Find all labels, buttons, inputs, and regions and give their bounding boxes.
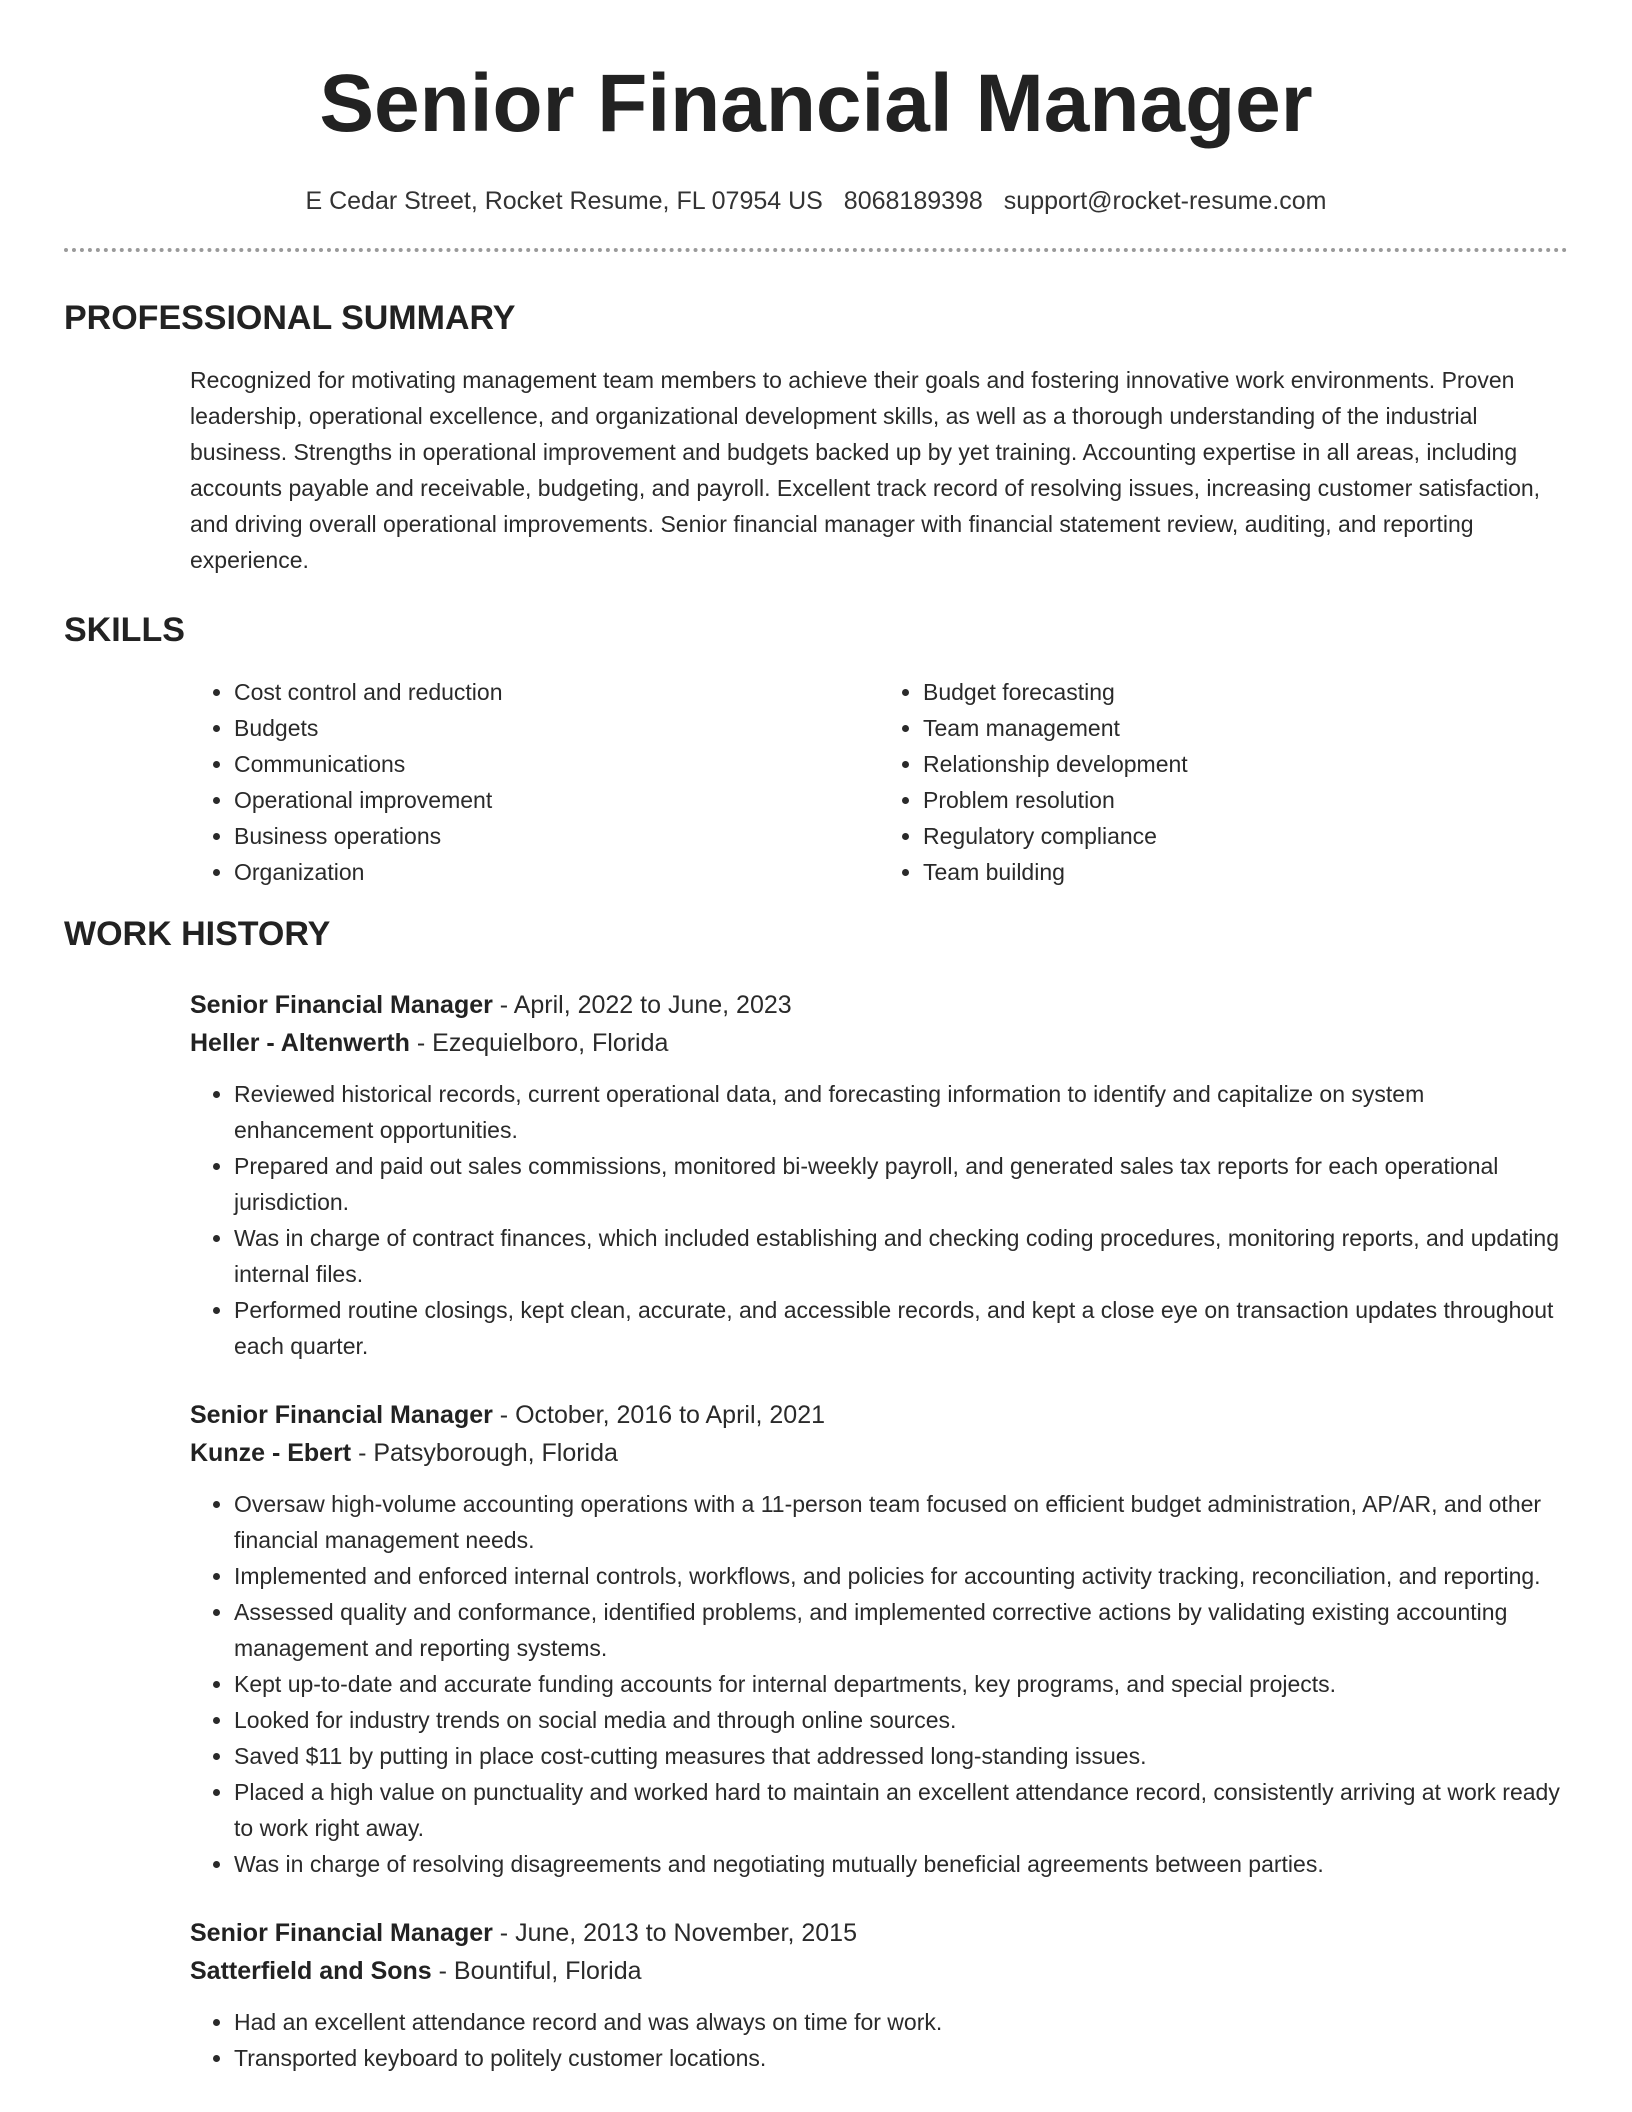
- skill-item: • Cost control and reduction: [234, 674, 879, 710]
- job-bullet: • Placed a high value on punctuality and worked hard to maintain an excellent attendance record, consistently arriving at work ready to work right away.: [234, 1774, 1568, 1846]
- skill-item: • Operational improvement: [234, 782, 879, 818]
- job-role-line: [190, 1914, 1568, 1952]
- job-bullet: • Looked for industry trends on social media and through online sources.: [234, 1702, 1568, 1738]
- skill-item: • Business operations: [234, 818, 879, 854]
- work-history-section: [64, 912, 1568, 2076]
- job-role-line: [190, 1396, 1568, 1434]
- job-bullet: • Was in charge of contract finances, which included establishing and checking coding procedures, monitoring reports, and updating internal files.: [234, 1220, 1568, 1292]
- job-company: Kunze - Ebert: [190, 1439, 352, 1467]
- job-bullet: • Assessed quality and conformance, identified problems, and implemented corrective actions by validating existing accounting management and reporting systems.: [234, 1594, 1568, 1666]
- job-company: Heller - Altenwerth: [190, 1029, 410, 1057]
- summary-section: [64, 296, 1568, 578]
- resume-header: [0, 0, 1632, 218]
- resume-name: Senior Financial Manager: [319, 58, 1313, 149]
- job-bullet: • Implemented and enforced internal controls, workflows, and policies for accounting activity tracking, reconciliation, and reporting.: [234, 1558, 1568, 1594]
- skill-item: • Team building: [923, 854, 1568, 890]
- job-location: - Ezequielboro, Florida: [409, 1029, 669, 1057]
- skill-item: • Relationship development: [923, 746, 1568, 782]
- contact-phone: 8068189398: [843, 187, 983, 215]
- job-role-line: [190, 986, 1568, 1024]
- job-company-line: [190, 1024, 1568, 1062]
- skills-grid: [190, 674, 1568, 890]
- job-bullet: • Saved $11 by putting in place cost-cutting measures that addressed long-standing issues.: [234, 1738, 1568, 1774]
- job-role: Senior Financial Manager: [190, 1401, 493, 1429]
- job-role: Senior Financial Manager: [190, 1919, 493, 1947]
- job-bullet: • Prepared and paid out sales commissions, monitored bi-weekly payroll, and generated sales tax reports for each operational jurisdiction.: [234, 1148, 1568, 1220]
- header-divider: [64, 248, 1568, 252]
- skill-item: • Budget forecasting: [923, 674, 1568, 710]
- skills-list-right: [879, 674, 1568, 890]
- job-location: - Patsyborough, Florida: [351, 1439, 618, 1467]
- skills-list-left: [190, 674, 879, 890]
- job-bullet: • Was in charge of resolving disagreements and negotiating mutually beneficial agreements between parties.: [234, 1846, 1568, 1882]
- job-entry: [190, 986, 1568, 1364]
- summary-title: PROFESSIONAL SUMMARY: [64, 299, 516, 337]
- job-company: Satterfield and Sons: [190, 1957, 432, 1985]
- skill-item: • Regulatory compliance: [923, 818, 1568, 854]
- job-entry: [190, 1396, 1568, 1882]
- job-role: Senior Financial Manager: [190, 991, 493, 1019]
- job-bullets: [190, 1486, 1568, 1882]
- job-bullets: [190, 2004, 1568, 2076]
- job-dates: - October, 2016 to April, 2021: [492, 1401, 826, 1429]
- skill-item: • Budgets: [234, 710, 879, 746]
- job-bullet: • Transported keyboard to politely customer locations.: [234, 2040, 1568, 2076]
- job-bullet: • Kept up-to-date and accurate funding accounts for internal departments, key programs, and special projects.: [234, 1666, 1568, 1702]
- contact-address: E Cedar Street, Rocket Resume, FL 07954 US: [305, 187, 823, 215]
- skills-section: [64, 608, 1568, 890]
- skill-item: • Communications: [234, 746, 879, 782]
- job-entry: [190, 1914, 1568, 2076]
- summary-text: Recognized for motivating management team members to achieve their goals and fostering innovative work environments. Proven leadership, operational excellence, and organizational development skills, as well as a thorough understanding of the industrial business. Strengths in operational improvement and budgets backed up by yet training. Accounting expertise in all areas, including accounts payable and receivable, budgeting, and payroll. Excellent track record of resolving issues, increasing customer satisfaction, and driving overall operational improvements. Senior financial manager with financial statement review, auditing, and reporting experience.: [190, 367, 1541, 573]
- job-dates: - April, 2022 to June, 2023: [492, 991, 792, 1019]
- job-bullet: • Had an excellent attendance record and was always on time for work.: [234, 2004, 1568, 2040]
- job-bullet: • Reviewed historical records, current operational data, and forecasting information to identify and capitalize on system enhancement opportunities.: [234, 1076, 1568, 1148]
- job-location: - Bountiful, Florida: [431, 1957, 642, 1985]
- job-dates: - June, 2013 to November, 2015: [492, 1919, 857, 1947]
- job-bullets: [190, 1076, 1568, 1364]
- skill-item: • Team management: [923, 710, 1568, 746]
- skill-item: • Problem resolution: [923, 782, 1568, 818]
- skill-item: • Organization: [234, 854, 879, 890]
- contact-email: support@rocket-resume.com: [1003, 187, 1327, 215]
- job-company-line: [190, 1952, 1568, 1990]
- contact-line: [0, 184, 1632, 218]
- job-bullet: • Oversaw high-volume accounting operations with a 11-person team focused on efficient budget administration, AP/AR, and other financial management needs.: [234, 1486, 1568, 1558]
- skills-title: SKILLS: [64, 611, 185, 649]
- job-company-line: [190, 1434, 1568, 1472]
- job-bullet: • Performed routine closings, kept clean, accurate, and accessible records, and kept a close eye on transaction updates throughout each quarter.: [234, 1292, 1568, 1364]
- work-history-title: WORK HISTORY: [64, 915, 331, 953]
